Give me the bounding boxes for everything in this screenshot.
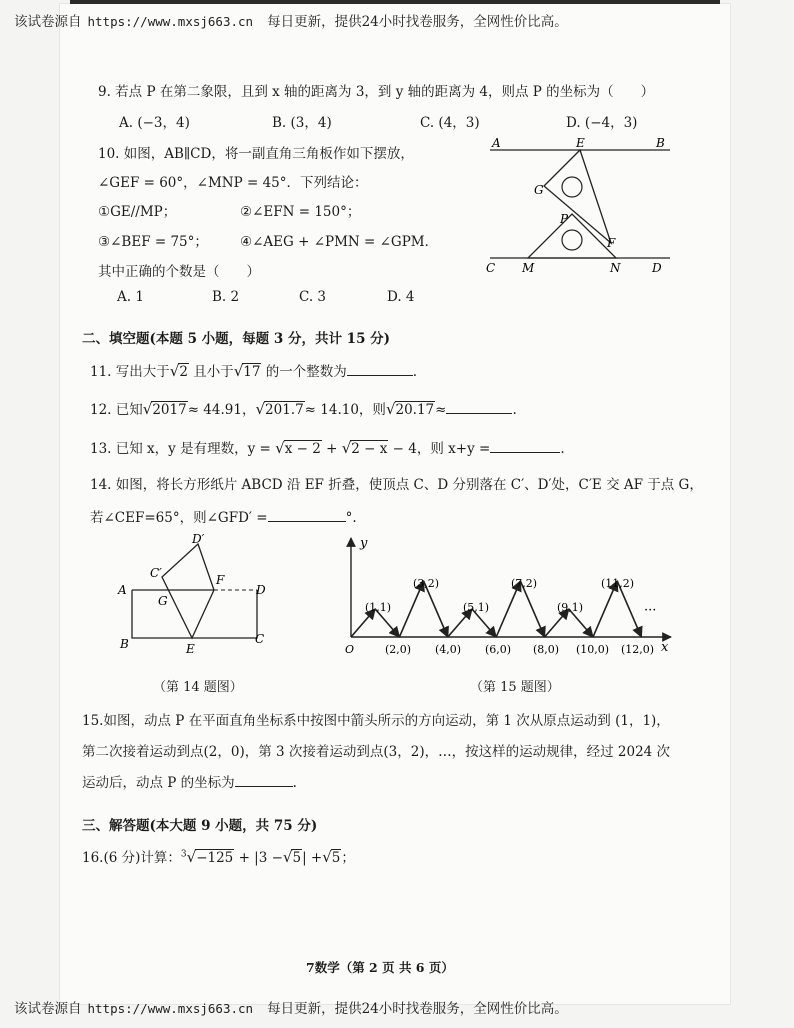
q13-answer-blank[interactable] — [490, 440, 560, 453]
q12-radicand-2: 201.7 — [265, 402, 304, 418]
q15-line3: 运动后，动点 P 的坐标为 . — [82, 775, 297, 791]
label-c: C — [486, 261, 496, 275]
label-p: P — [560, 212, 569, 226]
label-b: B — [120, 637, 129, 651]
sqrt-sign: √ — [233, 362, 244, 380]
q9-option-c: C. (4，3) — [420, 115, 480, 131]
q9-options — [0, 111, 794, 129]
q12-text-a: 12. 已知 — [90, 402, 143, 418]
q10-conclusion-4: ④∠AEG + ∠PMN = ∠GPM． — [240, 234, 439, 250]
triangle-hole-upper — [562, 177, 582, 197]
top-edge-bar — [70, 0, 720, 4]
valley-label-5: (10,0) — [576, 643, 610, 656]
q15-figure — [335, 532, 680, 662]
label-b: B — [656, 136, 665, 150]
folded-quad — [162, 544, 214, 638]
sqrt-sign: √ — [322, 848, 332, 866]
axis-x-label: x — [661, 640, 669, 655]
q13-plus: + — [326, 441, 338, 457]
q12-radicand-3: 20.17 — [395, 402, 435, 418]
zigzag-path — [351, 581, 641, 637]
q14-text-a: 若∠CEF=65°，则∠GFD′ = — [90, 510, 268, 526]
q10-line5: 其中正确的个数是（ ） — [98, 264, 260, 280]
q12-text-d: ≈ — [435, 402, 447, 418]
q14-line1: 14. 如图，将长方形纸片 ABCD 沿 EF 折叠，使顶点 C、D 分别落在 C′、D′处，C′E 交 AF 于点 G， — [90, 477, 703, 493]
sqrt-sign: √ — [341, 439, 352, 457]
q13-radicand-2: 2 − x — [351, 441, 388, 457]
sqrt-sign: √ — [282, 848, 293, 866]
bottom-banner — [14, 997, 568, 1017]
q13-text-a: 13. 已知 x，y 是有理数，y = — [90, 441, 271, 457]
q10-line1: 10. 如图，AB∥CD，将一副直角三角板作如下摆放， — [98, 146, 414, 162]
q10-figure — [480, 136, 680, 282]
q14-answer-blank[interactable] — [268, 509, 346, 522]
q10-conclusion-1: ①GE//MP； — [98, 204, 177, 220]
label-c-prime: C′ — [150, 566, 162, 580]
label-g: G — [534, 183, 544, 197]
rect-abcd-visible — [132, 590, 257, 638]
label-e: E — [576, 136, 585, 150]
label-e: E — [186, 642, 195, 656]
q9-stem: 9. 若点 P 在第二象限，且到 x 轴的距离为 3，到 y 轴的距离为 4，则点 P 的坐标为（ ） — [98, 84, 655, 100]
q11-answer-blank[interactable] — [347, 363, 413, 376]
label-f: F — [216, 573, 225, 587]
q16-line — [82, 846, 355, 866]
sqrt-sign: √ — [169, 362, 180, 380]
q15-caption: （第 15 题图） — [470, 680, 560, 695]
label-a: A — [118, 583, 127, 597]
banner-url[interactable]: https://www.mxsj663.cn — [87, 14, 254, 29]
q16-text-b: + |3 − — [238, 850, 283, 866]
q10-option-d: D. 4 — [387, 289, 415, 305]
origin-label: O — [345, 643, 355, 656]
q14-line2 — [90, 506, 357, 526]
q16-text-c: | + — [302, 850, 323, 866]
label-d-prime: D′ — [192, 532, 205, 546]
banner-prefix: 该试卷源自 — [14, 14, 82, 30]
q13-text-b: − 4，则 x+y = — [392, 441, 491, 457]
q10-line2: ∠GEF = 60°，∠MNP = 45°．下列结论： — [98, 175, 368, 191]
q9-option-a: A. (−3，4) — [119, 115, 190, 131]
q14-caption: （第 14 题图） — [153, 680, 243, 695]
q16-radicand-2: 5 — [292, 850, 302, 866]
sqrt-sign: √ — [186, 848, 197, 866]
peak-label-4: (7,2) — [511, 577, 538, 590]
label-a: A — [492, 136, 501, 150]
q10-conclusion-2: ②∠EFN = 150°； — [240, 204, 361, 220]
q10-option-c: C. 3 — [299, 289, 327, 305]
q14-figure — [112, 532, 277, 660]
q13-radicand-1: x − 2 — [284, 441, 321, 457]
q11-radicand-1: 2 — [179, 364, 188, 380]
peak-label-5: (9,1) — [557, 601, 584, 614]
label-f: F — [607, 236, 616, 250]
banner-url[interactable]: https://www.mxsj663.cn — [87, 1001, 254, 1016]
valley-label-6: (12,0) — [621, 643, 655, 656]
q16-radicand-3: 5 — [331, 850, 341, 866]
q15-line1: 15.如图，动点 P 在平面直角坐标系中按图中箭头所示的方向运动，第 1 次从原点运动到 (1，1)， — [82, 713, 670, 729]
q12-line: 12. 已知√2017≈ 44.91，√201.7≈ 14.10，则√20.17≈ . — [90, 400, 517, 418]
page-footer: 7数学（第 2 页 共 6 页） — [306, 960, 454, 975]
q10-option-a: A. 1 — [117, 289, 144, 305]
q16-radicand-1: −125 — [196, 850, 234, 866]
q9-option-d: D. (−4，3) — [566, 115, 638, 131]
peak-label-3: (5,1) — [463, 601, 490, 614]
top-banner — [14, 10, 568, 30]
q12-radicand-1: 2017 — [152, 402, 187, 418]
valley-label-3: (6,0) — [485, 643, 512, 656]
q10-options — [0, 289, 794, 307]
q12-text-c: ≈ 14.10，则 — [304, 402, 386, 418]
sqrt-sign: √ — [142, 400, 153, 418]
label-g: G — [158, 594, 168, 608]
q16-text-a: 16.(6 分)计算： — [82, 850, 181, 866]
ellipsis: ··· — [644, 603, 657, 618]
peak-label-2: (3,2) — [413, 577, 440, 590]
valley-label-4: (8,0) — [533, 643, 560, 656]
banner-prefix: 该试卷源自 — [14, 1001, 82, 1017]
q9-option-b: B. (3，4) — [272, 115, 332, 131]
q14-text-b: °. — [345, 510, 357, 526]
q16-text-d: ； — [341, 850, 355, 866]
axis-y-label: y — [360, 536, 368, 551]
banner-slogan: 每日更新，提供24小时找卷服务，全网性价比高。 — [267, 1001, 568, 1017]
peak-label-6: (11,2) — [601, 577, 635, 590]
q13-line: 13. 已知 x，y 是有理数，y = √x − 2 + √2 − x − 4，则 x+y = . — [90, 439, 565, 457]
label-m: M — [522, 261, 535, 275]
triangle-gef — [544, 150, 611, 243]
sqrt-sign: √ — [385, 400, 396, 418]
valley-label-2: (4,0) — [435, 643, 462, 656]
sqrt-sign: √ — [275, 439, 285, 457]
q11-text-c: 的一个整数为 — [265, 364, 347, 380]
q11-text-b: 且小于 — [193, 364, 234, 380]
q15-text: 运动后，动点 P 的坐标为 — [82, 775, 235, 791]
q10-option-b: B. 2 — [212, 289, 240, 305]
q11-text-a: 11. 写出大于 — [90, 364, 170, 380]
q15-line2: 第二次接着运动到点(2，0)，第 3 次接着运动到点(3，2)，…，按这样的运动规律，经过 2024 次 — [82, 744, 671, 760]
valley-label-1: (2,0) — [385, 643, 412, 656]
banner-slogan: 每日更新，提供24小时找卷服务，全网性价比高。 — [267, 14, 568, 30]
label-d: D — [652, 261, 662, 275]
q10-conclusion-3: ③∠BEF = 75°； — [98, 234, 208, 250]
section-3-heading: 三、解答题(本大题 9 小题，共 75 分) — [82, 818, 318, 834]
q11-line: 11. 写出大于√2 且小于√17 的一个整数为 . — [90, 362, 418, 380]
q16-root-index: 3 — [180, 849, 187, 860]
triangle-hole-lower — [562, 230, 582, 250]
sqrt-sign: √ — [255, 400, 266, 418]
q12-text-b: ≈ 44.91， — [187, 402, 256, 418]
q15-answer-blank[interactable] — [235, 774, 293, 787]
section-2-heading: 二、填空题(本题 5 小题，每题 3 分，共计 15 分) — [82, 331, 391, 347]
q11-radicand-2: 17 — [243, 364, 261, 380]
label-c: C — [255, 632, 265, 646]
label-d: D — [256, 583, 266, 597]
label-n: N — [610, 261, 621, 275]
peak-label-1: (1,1) — [365, 601, 392, 614]
q12-answer-blank[interactable] — [446, 401, 512, 414]
